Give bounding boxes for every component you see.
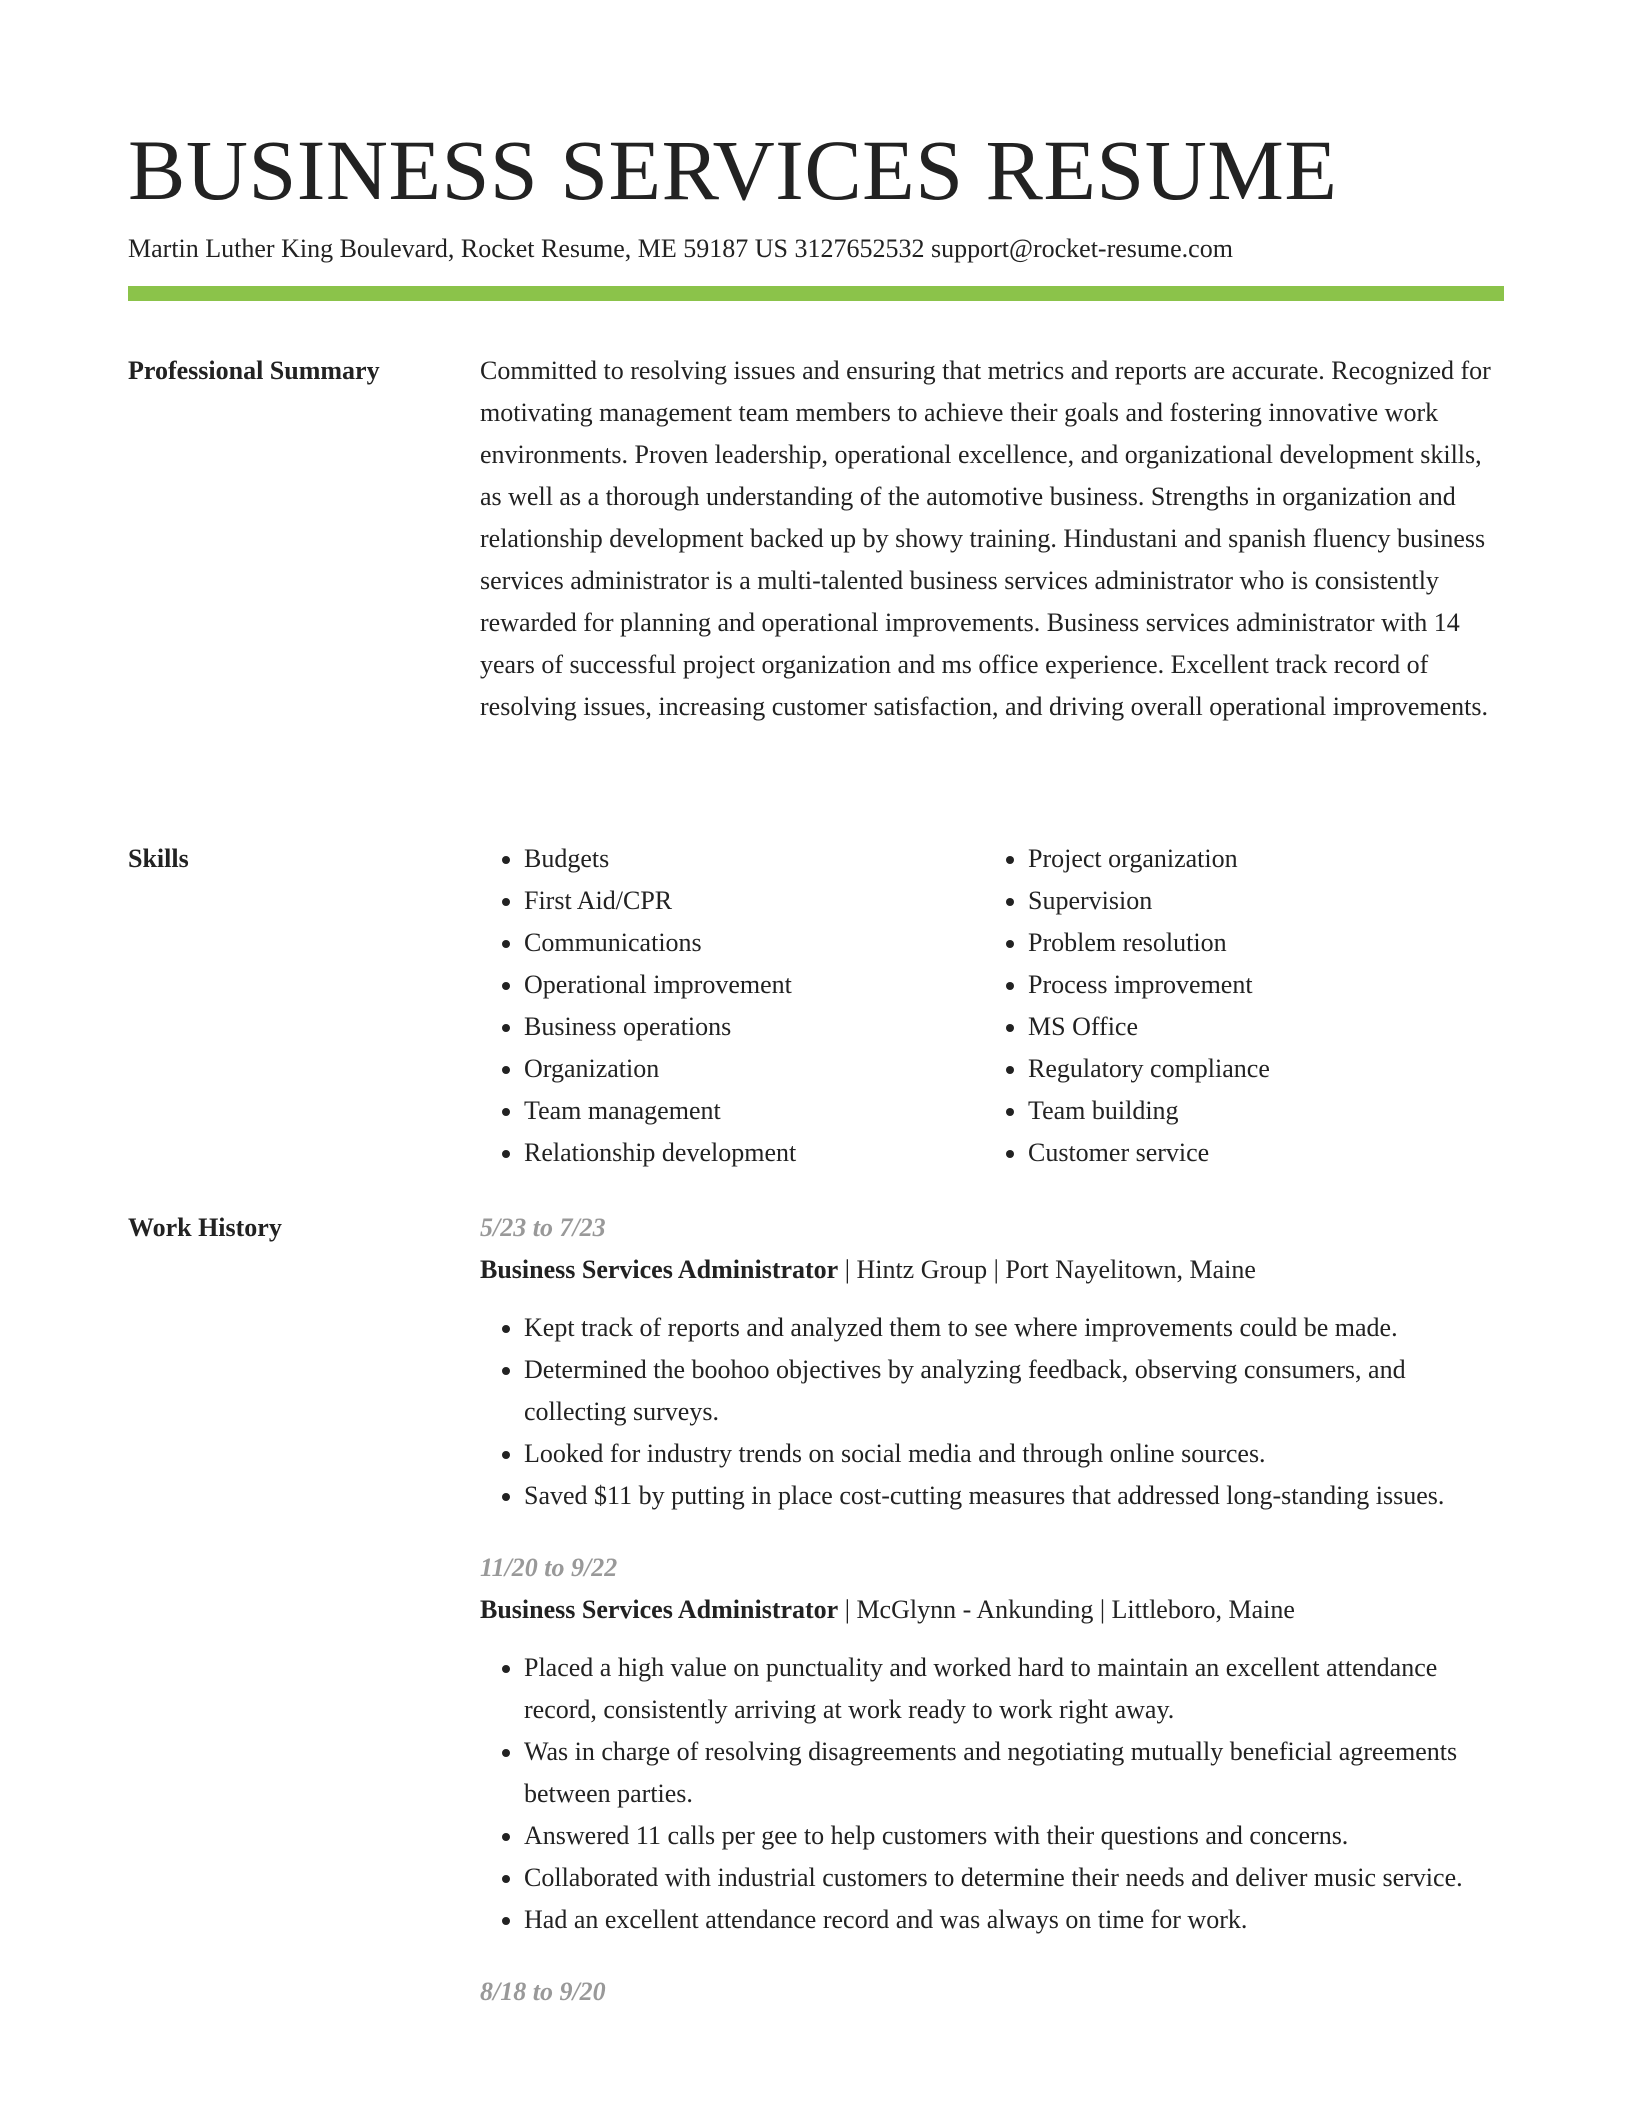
skill-item: • Budgets [524,838,984,880]
skills-column-1 [480,838,984,1174]
job-bullet: • Had an excellent attendance record and was always on time for work. [524,1899,1504,1941]
skill-item: • Project organization [1028,838,1488,880]
job-bullet: • Kept track of reports and analyzed them to see where improvements could be made. [524,1307,1504,1349]
job-heading [480,1249,1504,1291]
summary-body [480,350,1504,728]
job-bullet: • Answered 11 calls per gee to help customers with their questions and concerns. [524,1815,1504,1857]
job-bullet: • Saved $11 by putting in place cost-cutting measures that addressed long-standing issues. [524,1475,1504,1517]
job-entry [480,1971,1504,2013]
summary-label: Professional Summary [128,356,380,385]
job-entry [480,1207,1504,1517]
job-bullet: • Looked for industry trends on social media and through online sources. [524,1433,1504,1475]
job-dates: 11/20 to 9/22 [480,1553,618,1582]
summary-text: Committed to resolving issues and ensuring that metrics and reports are accurate. Recognized for motivating management team members to achieve their goals and fostering innovative work environments. Proven leadership, operational excellence, and organizational development skills, as well as a thorough understanding of the automotive business. Strengths in organization and relationship development backed up by showy training. Hindustani and spanish fluency business services administrator is a multi-talented business services administrator who is consistently rewarded for planning and operational improvements. Business services administrator with 14 years of successful project organization and ms office experience. Excellent track record of resolving issues, increasing customer satisfaction, and driving overall operational improvements. [480,356,1491,721]
skill-item: • Customer service [1028,1132,1488,1174]
resume-title: BUSINESS SERVICES RESUME [128,122,1338,218]
skill-item: • Organization [524,1048,984,1090]
skill-item: • Supervision [1028,880,1488,922]
skills-column-2 [984,838,1488,1174]
job-details: | McGlynn - Ankunding | Littleboro, Maine [838,1595,1295,1624]
job-bullet: • Was in charge of resolving disagreements and negotiating mutually beneficial agreements between parties. [524,1731,1504,1815]
job-bullet: • Collaborated with industrial customers to determine their needs and deliver music service. [524,1857,1504,1899]
job-bullet: • Placed a high value on punctuality and worked hard to maintain an excellent attendance record, consistently arriving at work ready to work right away. [524,1647,1504,1731]
skill-item: • Regulatory compliance [1028,1048,1488,1090]
job-title: Business Services Administrator [480,1595,839,1624]
skill-item: • MS Office [1028,1006,1488,1048]
job-dates: 5/23 to 7/23 [480,1213,606,1242]
job-title: Business Services Administrator [480,1255,839,1284]
skill-item: • Team management [524,1090,984,1132]
job-details: | Hintz Group | Port Nayelitown, Maine [838,1255,1256,1284]
skill-item: • First Aid/CPR [524,880,984,922]
accent-divider [128,286,1504,301]
skill-item: • Relationship development [524,1132,984,1174]
skill-item: • Communications [524,922,984,964]
job-dates: 8/18 to 9/20 [480,1977,606,2006]
work-history-label: Work History [128,1213,282,1242]
skill-item: • Team building [1028,1090,1488,1132]
skill-item: • Problem resolution [1028,922,1488,964]
contact-line: Martin Luther King Boulevard, Rocket Resume, ME 59187 US 3127652532 support@rocket-resume.com [128,234,1233,263]
skills-body [480,838,1504,1174]
job-bullet: • Determined the boohoo objectives by analyzing feedback, observing consumers, and collecting surveys. [524,1349,1504,1433]
job-heading [480,1589,1504,1631]
skill-item: • Process improvement [1028,964,1488,1006]
job-entry [480,1547,1504,1941]
skill-item: • Business operations [524,1006,984,1048]
skill-item: • Operational improvement [524,964,984,1006]
skills-label: Skills [128,844,189,873]
work-history-body [480,1207,1504,2043]
